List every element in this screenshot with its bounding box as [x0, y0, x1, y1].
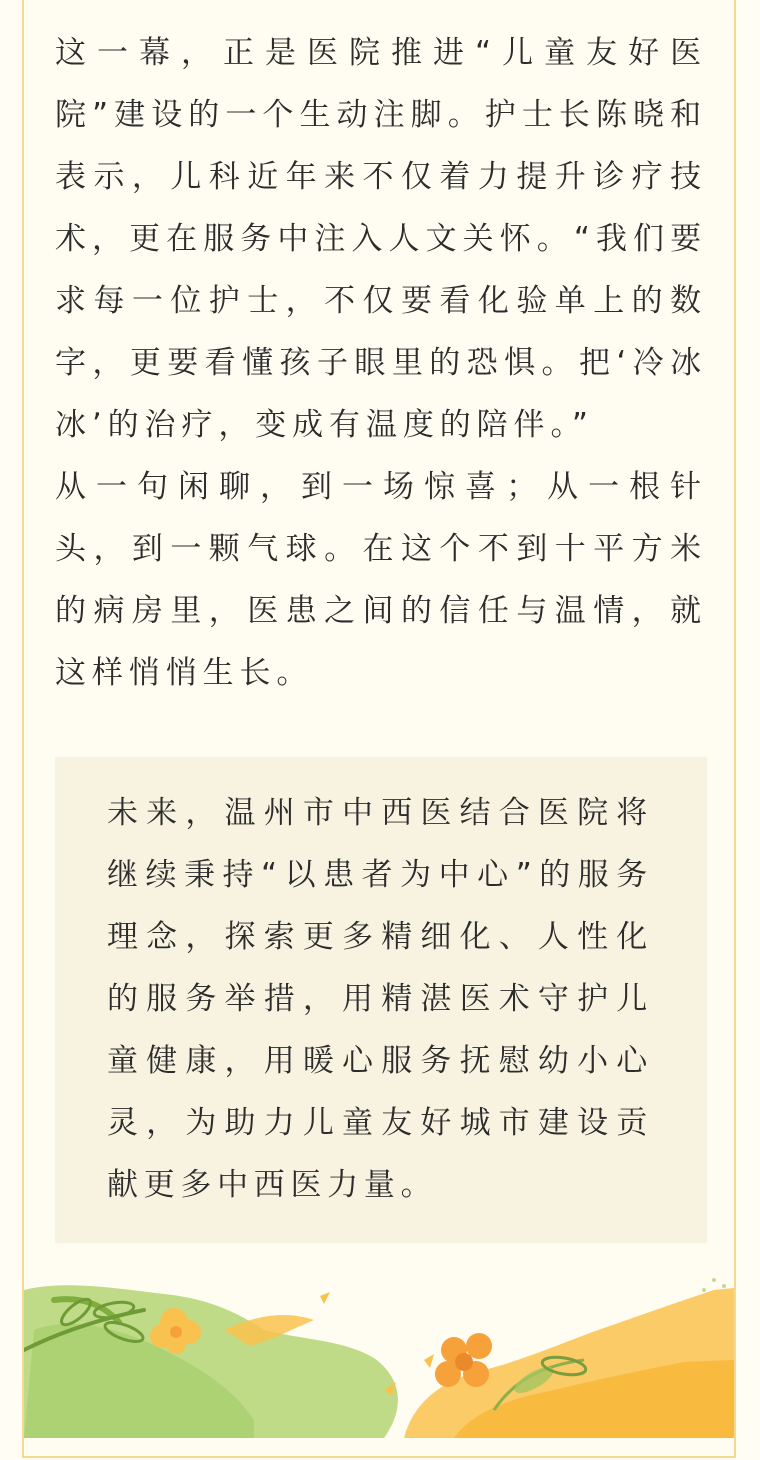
article-body — [55, 22, 707, 704]
decorative-watercolor-banner — [24, 1270, 734, 1438]
green-paint-leaf-flower-icon — [24, 1285, 398, 1438]
quote-text: 未来，温州市中西医结合医院将继续秉持“以患者为中心”的服务理念，探索更多精细化、人性化的服务举措，用精湛医术守护儿童健康，用暖心服务抚慰幼小心灵，为助力儿童友好城市建设贡献更多中西医力量。 — [107, 795, 653, 1203]
article-paragraph: 这一幕，正是医院推进“儿童友好医院”建设的一个生动注脚。护士长陈晓和表示，儿科近年来不仅着力提升诊疗技术，更在服务中注入人文关怀。“我们要求每一位护士，不仅要看化验单上的数字，更要看懂孩子眼里的恐惧。把‘冷冰冰’的治疗，变成有温度的陪伴。” — [55, 35, 707, 443]
quote-box — [55, 757, 707, 1243]
article-paragraph: 从一句闲聊，到一场惊喜；从一根针头，到一颗气球。在这个不到十平方米的病房里，医患之间的信任与温情，就这样悄悄生长。 — [55, 469, 707, 691]
orange-paint-flower-leaf-icon — [384, 1278, 734, 1438]
